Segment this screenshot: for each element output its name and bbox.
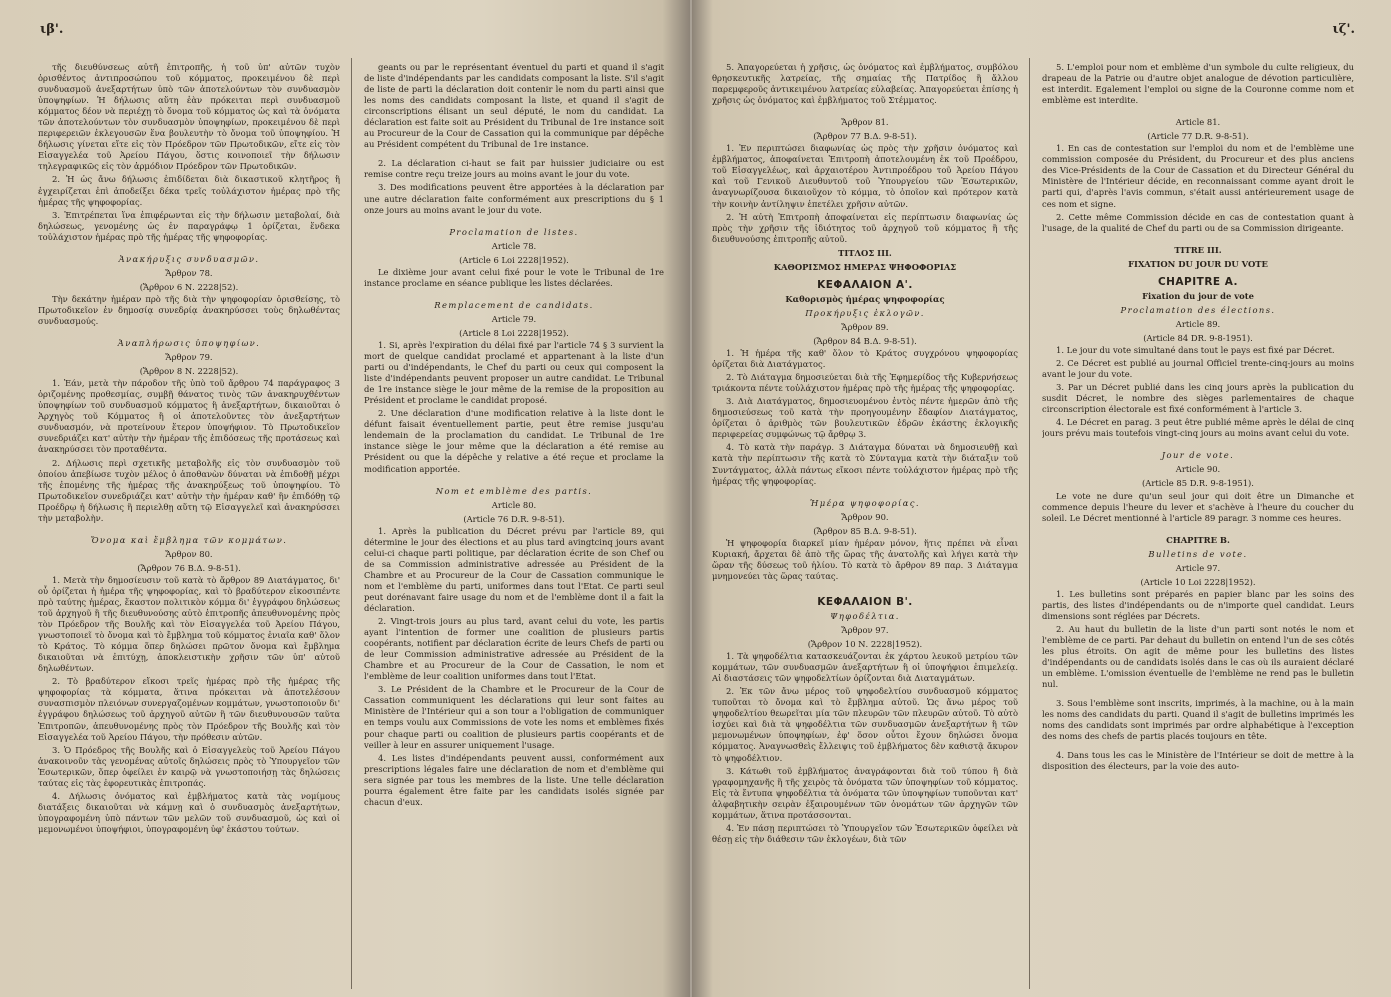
spacer <box>712 584 1018 590</box>
article-heading: Article 81. <box>1175 117 1221 128</box>
paragraph: Le dixième jour avant celui fixé pour le vote le Tribunal de 1re instance proclame en séance publique les listes déclarées. <box>364 266 664 288</box>
paragraph: 4. Τὸ κατὰ τὴν παράγρ. 3 Διάταγμα δύναται νὰ δημοσιευθῇ καὶ κατὰ τὴν περίπτωσιν τῆς κατὰ τὸ Σύνταγμα κατὰ τὴν διάταξιν τοῦ Συντάγματος, ἀλλὰ πάντως εἴκοσι πέντε τοὐλάχιστον ἡμέρας πρὸ τῆς ἡμέρας τῆς ψηφοφορίας. <box>712 442 1018 486</box>
section-heading: FIXATION DU JOUR DU VOTE <box>1128 258 1268 269</box>
subsection-title: Jour de vote. <box>1161 450 1235 461</box>
paragraph: 1. Les bulletins sont préparés en papier blanc par les soins des partis, des listes d'indépendants ou de n'importe quel candidat. Leurs dimensions sont réglées par Décrets. <box>1042 588 1354 621</box>
paragraph: 2. Une déclaration d'une modification relative à la liste dont le défunt faisait éventuellement partie, peut être remise jusqu'au lendemain de la proclamation du candidat. Le Tribunal de 1re instance siège le jour même que la déclaration a été remise au Président ou que la dépêche y relative a été reçue et proclame la modification apportée. <box>364 408 664 474</box>
subsection-title: Ὄνομα καὶ ἔμβλημα τῶν κομμάτων. <box>90 534 288 545</box>
article-heading: Ἄρθρον 89. <box>841 321 889 332</box>
article-heading: Article 89. <box>1175 318 1221 329</box>
paragraph: 2. Ἡ αὐτὴ Ἐπιτροπὴ ἀποφαίνεται εἰς περίπτωσιν διαφωνίας ὡς πρὸς τὴν χρῆσιν τῆς ἰδιότητος τοῦ ἀρχηγοῦ τοῦ κόμματος ἢ τῆς διευθυνούσης ἐπιτροπῆς αὐτοῦ. <box>712 211 1018 244</box>
article-heading: Article 79. <box>491 313 537 324</box>
article-heading: (Article 85 D.R. 9-8-1951). <box>1142 478 1254 489</box>
article-heading: Article 80. <box>491 499 537 510</box>
page-number-left: ιβ'. <box>40 22 64 37</box>
subsection-title: Ἀνακήρυξις συνδυασμῶν. <box>118 253 260 264</box>
section-heading: ΚΑΘΟΡΙΣΜΟΣ ΗΜΕΡΑΣ ΨΗΦΟΦΟΡΙΑΣ <box>773 261 957 272</box>
paragraph: 4. Le Décret en parag. 3 peut être publié même après le délai de cinq jours prévu mais toutefois vingt-cinq jours au moins avant celui du vote. <box>1042 417 1354 439</box>
column-divider <box>351 58 352 989</box>
spacer <box>1042 441 1354 447</box>
section-heading: Fixation du jour de vote <box>1142 290 1254 301</box>
paragraph: 3. Κάτωθι τοῦ ἐμβλήματος ἀναγράφονται διὰ τοῦ τύπου ἢ διὰ γραφομηχανῆς ἢ τῆς χειρὸς τὰ ὀνόματα τῶν ὑποψηφίων τοῦ κόμματος. Εἰς τὰ ἔντυπα ψηφοδέλτια τὰ ὀνόματα τῶν ὑποψηφίων τυποῦνται κατ' ἀλφαβητικὴν σειρὰν ἐξαιρουμένων τῶν ὀνομάτων τῶν ἀρχηγῶν τῶν κομμάτων, ἅτινα προτάσσονται. <box>712 765 1018 820</box>
french-column-right <box>1042 62 1354 991</box>
spacer <box>364 218 664 224</box>
subsection-title: Remplacement de candidats. <box>434 299 594 310</box>
article-heading: (Article 76 D.R. 9-8-51). <box>463 513 565 524</box>
page-number-right: ιζ'. <box>1332 22 1355 37</box>
paragraph: 2. Au haut du bulletin de la liste d'un parti sont notés le nom et l'emblème de ce parti. Par dehaut du bulletin on entend l'un de ses côtés les plus étroits. On agit de même pour les bulletins des listes d'indépendants ou de candidats isolés dans le cas où ils auraient déclaré un emblème. L'omission éventuelle de l'emblème ne rend pas le bulletin nul. <box>1042 623 1354 690</box>
article-heading: Ἄρθρον 97. <box>841 625 889 636</box>
article-heading: Ἄρθρον 79. <box>165 352 213 363</box>
article-heading: Ἄρθρον 90. <box>841 511 889 522</box>
paragraph: Le vote ne dure qu'un seul jour qui doit être un Dimanche et commence depuis l'heure du lever et s'achève à l'heure du coucher du soleil. Le Décret mentionné à l'article 89 paragr. 3 nomme ces heures. <box>1042 490 1354 523</box>
section-heading: CHAPITRE B. <box>1166 534 1230 545</box>
paragraph: 2. Ce Décret est publié au journal Officiel trente-cinq-jours au moins avant le jour du vote. <box>1042 358 1354 380</box>
paragraph: Τὴν δεκάτην ἡμέραν πρὸ τῆς διὰ τὴν ψηφοφορίαν ὁρισθείσης, τὸ Πρωτοδικεῖον ἐν δημοσίᾳ συνεδρίᾳ ἀνακηρύσσει τοὺς δηλωθέντας συνδυασμούς. <box>38 293 340 326</box>
paragraph: 3. Ὁ Πρόεδρος τῆς Βουλῆς καὶ ὁ Εἰσαγγελεὺς τοῦ Ἀρείου Πάγου ἀνακοινοῦν τὰς γενομένας αὐτοῖς δηλώσεις πρὸς τὸ Ὑπουργεῖον τῶν Ἐσωτερικῶν, ὅπερ ὀφείλει ἐν καιρῷ νὰ γνωστοποιήσῃ τὰς δηλώσεις ταύτας εἰς τὰς ἐφορευτικὰς ἐπιτροπάς. <box>38 744 340 788</box>
paragraph: 3. Ἐπιτρέπεται ἵνα ἐπιφέρωνται εἰς τὴν δήλωσιν μεταβολαί, διὰ δηλώσεως, γενομένης ὡς ἐν παραγράφῳ 1 ὁρίζεται, ἕνδεκα τοὐλάχιστον ἡμέρας πρὸ τῆς ἡμέρας τῆς ψηφοφορίας. <box>38 209 340 242</box>
paragraph: 5. Ἀπαγορεύεται ἡ χρῆσις, ὡς ὀνόματος καὶ ἐμβλήματος, συμβόλου θρησκευτικῆς λατρείας, τῆς σημαίας τῆς Πατρίδος ἢ ἄλλου παρεμφεροῦς ἀντικειμένου λατρείας εὐλαβείας. Ἀπαγορεύεται ἐπίσης ἡ χρῆσις ὡς ὀνόματος καὶ ἐμβλήματος τοῦ Στέμματος. <box>712 62 1018 106</box>
paragraph: 3. Le Président de la Chambre et le Procureur de la Cour de Cassation communiquent les déclarations qui leur sont faites au Ministère de l'Intérieur qui a son tour a l'obligation de communiquer en temps voulu aux Commissions de vote les noms et emblèmes fixés pour chaque parti ou coalition de plusieurs partis coopérants et de veiller à leur en assurer uniquement l'usage. <box>364 684 664 750</box>
subsection-title: Ἡμέρα ψηφοφορίας. <box>810 497 920 508</box>
paragraph: τῆς διευθύνσεως αὐτῆ ἐπιτροπῆς, ἡ τοῦ ὑπ' αὐτῶν τυχὸν ὁρισθέντος ἀντιπροσώπου τοῦ κόμματος, προκειμένου δὲ περὶ συνδυασμοῦ ἀνεξαρτήτων ὑπὸ τῶν ἀποτελούντων τὸν συνδυασμὸν ὑποψηφίων. Ἡ δήλωσις αὕτη ἐὰν πρόκειται περὶ συνδυασμοῦ κόμματος δέον νὰ περιέχῃ τὸ ὄνομα τοῦ κόμματος ὡς καὶ τὰ ὀνόματα τῶν ἀποτελούντων τὸν συνδυασμὸν ὑποψηφίων, προκειμένου δὲ περὶ περιφερειῶν ἐκλεγουσῶν ἕνα βουλευτὴν τὸ ὄνομα τοῦ ὑποψηφίου. Ἡ δήλωσις γίνεται εἴτε εἰς τὸν Πρόεδρον τῶν Πρωτοδικῶν, εἴτε εἰς τὸν Εἰσαγγελέα τοῦ Ἀρείου Πάγου, ὅστις κοινοποιεῖ τὴν δήλωσιν τηλεγραφικῶς εἰς τὸν ἁρμόδιον Πρόεδρον τῶν Πρωτοδικῶν. <box>38 62 340 172</box>
spacer <box>712 489 1018 495</box>
paragraph: 1. Si, après l'expiration du délai fixé par l'article 74 § 3 survient la mort de quelque candidat proclamé et appartenant à la liste d'un parti ou d'indépendants, le Chef du parti ou ceux qui composent la liste d'indépendants peuvent proposer un autre candidat. Le Tribunal de 1re instance siège le jour même de la remise de la proposition au Président et proclame le candidat proposé. <box>364 339 664 406</box>
article-heading: Article 78. <box>491 240 537 251</box>
spacer <box>38 245 340 251</box>
article-heading: (Article 77 D.R. 9-8-51). <box>1147 131 1249 142</box>
spacer <box>38 526 340 532</box>
spacer <box>38 329 340 335</box>
paragraph: 3. Par un Décret publié dans les cinq jours après la publication du susdit Décret, le nombre des sièges parlementaires de chaque circonscription électorale est fixé conformément à l'article 3. <box>1042 382 1354 415</box>
right-page <box>692 0 1391 997</box>
article-heading: (Ἄρθρον 77 Β.Δ. 9-8-51). <box>813 131 917 142</box>
paragraph: 4. Dans tous les cas le Ministère de l'Intérieur se doit de mettre à la disposition des électeurs, par la voie des auto- <box>1042 750 1354 772</box>
article-heading: (Article 8 Loi 2228|1952). <box>459 327 569 338</box>
subsection-title: Ψηφοδέλτια. <box>830 610 900 621</box>
spacer <box>1042 108 1354 114</box>
subsection-title: Bulletins de vote. <box>1148 548 1248 559</box>
section-heading: ΤΙΤΛΟΣ III. <box>838 247 892 258</box>
greek-column-left <box>38 62 340 991</box>
paragraph: 2. Ἡ ὡς ἄνω δήλωσις ἐπιδίδεται διὰ δικαστικοῦ κλητῆρος ἢ ἐγχειρίζεται ἐπὶ ἀποδείξει δέκα τρεῖς τοὐλάχιστον ἡμέρας πρὸ τῆς ἡμέρας τῆς ψηφοφορίας. <box>38 174 340 207</box>
paragraph: 5. L'emploi pour nom et emblème d'un symbole du culte religieux, du drapeau de la Patrie ou d'autre objet analogue de dévotion particulière, est interdit. Egalement l'emploi ou signe de la Couronne comme nom et emblème est interdite. <box>1042 62 1354 106</box>
paragraph: 2. Ἐκ τῶν ἄνω μέρος τοῦ ψηφοδελτίου συνδυασμοῦ κόμματος τυποῦται τὸ ὄνομα καὶ τὸ ἔμβλημα αὐτοῦ. Ὡς ἄνω μέρος τοῦ ψηφοδελτίου θεωρεῖται μία τῶν πλευρῶν τῶν πλευρῶν αὐτοῦ. Τὸ αὐτὸ ἰσχύει καὶ διὰ τὰ ψηφοδέλτια τῶν συνδυασμῶν ἀνεξαρτήτων ἢ τῶν μεμονωμένων ὑποψηφίων, ἐφ' ὅσον οὗτοι ἔχουν δηλώσει ὄνομα κόμματος. Ἀναγνωσθεὶς ἔλλειψις τοῦ ἐμβλήματος δὲν καθιστᾷ ἄκυρον τὸ ψηφοδέλτιον. <box>712 686 1018 763</box>
paragraph: 3. Sous l'emblème sont inscrits, imprimés, à la machine, ou à la main les noms des candidats du parti. Quand il s'agit de bulletins imprimés les noms des candidats sont imprimés par ordre alphabétique à l'exception des noms des chefs de partis placés toujours en tête. <box>1042 698 1354 742</box>
paragraph: 2. Τὸ Διάταγμα δημοσιεύεται διὰ τῆς Ἐφημερίδος τῆς Κυβερνήσεως τριάκοντα πέντε τοὐλάχιστον ἡμέρας πρὸ τῆς ἡμέρας τῆς ψηφοφορίας. <box>712 372 1018 394</box>
paragraph: 2. Τὸ βραδύτερον εἴκοσι τρεῖς ἡμέρας πρὸ τῆς ἡμέρας τῆς ψηφοφορίας τὰ κόμματα, ἅτινα πρόκειται νὰ ἀποτελέσουν συνασπισμὸν πλειόνων συνεργαζομένων κομμάτων, γνωστοποιοῦν δι' ἐγγράφου δηλώσεως τοῦ ἀρχηγοῦ αὐτῶν ἢ τῶν διευθυνουσῶν ταῦτα Ἐπιτροπῶν, ἀπευθυνομένης πρὸς τὸν Πρόεδρον τῆς Βουλῆς καὶ τὸν Εἰσαγγελέα τοῦ Ἀρείου Πάγου, τὴν πρόθεσιν αὐτῶν. <box>38 676 340 742</box>
spacer <box>364 477 664 483</box>
paragraph: 1. Τὰ ψηφοδέλτια κατασκευάζονται ἐκ χάρτου λευκοῦ μετρίου τῶν κομμάτων, τῶν συνδυασμῶν ἀνεξαρτήτων ἢ οἱ ὑποψήφιοι ἐπιμελείᾳ. Αἱ διαστάσεις τῶν ψηφοδελτίων ὁρίζονται διὰ Διαταγμάτων. <box>712 651 1018 684</box>
subsection-title: Proclamation des élections. <box>1120 304 1276 315</box>
paragraph: 1. Μετὰ τὴν δημοσίευσιν τοῦ κατὰ τὸ ἄρθρον 89 Διατάγματος, δι' οὗ ὁρίζεται ἡ ἡμέρα τῆς ψηφοφορίας, καὶ τὸ βραδύτερον εἰκοσιπέντε πρὸ ταύτης ἡμέρας, ἕκαστον πολιτικὸν κόμμα δι' ἐγγράφου δηλώσεως τοῦ ἀρχηγοῦ ἢ τῆς διευθυνούσης αὐτὸ ἐπιτροπῆς ἀπευθυνομένης πρὸς τὸν Πρόεδρον τῆς Βουλῆς καὶ τὸν Εἰσαγγελέα τοῦ Ἀρείου Πάγου, γνωστοποιεῖ τὸ ὄνομα καὶ τὸ ἔμβλημα τοῦ κόμματος ἑνιαῖα καθ' ὅλον τὸ Κράτος. Τὸ κόμμα ὅπερ δηλώσει πρῶτον ὄνομα καὶ ἔμβλημα δικαιοῦται νὰ ἐπιτύχῃ, ἀποκλειστικὴν χρῆσιν τῶν ὑπ' αὐτοῦ δηλωθέντων. <box>38 574 340 674</box>
paragraph: 1. Après la publication du Décret prévu par l'article 89, qui détermine le jour des élections et au plus tard avingtcinq jours avant celui-ci chaque parti politique, par déclaration écrite de son Chef ou de sa Commission administrative adressée au Président de la Chambre et au Procureur de la Cour de Cassation communique le nom et l'emblème du parti, uniformes dans tout l'Etat. Ce parti seul peut dorénavant faire usage du nom et de l'emblème dont il a fait la déclaration. <box>364 525 664 614</box>
article-heading: (Ἄρθρον 8 Ν. 2228|52). <box>139 366 239 377</box>
section-heading: CHAPITRE A. <box>1157 275 1239 288</box>
subsection-title: Nom et emblème des partis. <box>435 485 593 496</box>
paragraph: 1. Le jour du vote simultané dans tout le pays est fixé par Décret. <box>1056 344 1335 355</box>
article-heading: Article 97. <box>1175 562 1221 573</box>
section-heading: Καθορισμὸς ἡμέρας ψηφοφορίας <box>785 293 945 304</box>
article-heading: (Article 84 DR. 9-8-1951). <box>1143 332 1253 343</box>
paragraph: 1. Ἐάν, μετὰ τὴν πάροδον τῆς ὑπὸ τοῦ ἄρθρου 74 παράγραφος 3 ὁριζομένης προθεσμίας, συμβῇ θάνατος τινὸς τῶν ἀνακηρυχθέντων ὑποψηφίων τοῦ συνδυασμοῦ κόμματος ἢ ἀνεξαρτήτων, δικαιοῦται ὁ Ἀρχηγὸς τοῦ Κόμματος ἢ οἱ ἀποτελοῦντες τὸν ἀνεξαρτήτων συνδυασμόν, νὰ προτείνουν ἕτερον ὑποψήφιον. Τὸ Πρωτοδικεῖον συνεδριάζει κατ' αὐτὴν τὴν ἡμέραν τῆς ἐπιδόσεως τῆς προτάσεως καὶ ἀνακηρύσσει τὸν προταθέντα. <box>38 378 340 455</box>
article-heading: Ἄρθρον 80. <box>165 548 213 559</box>
paragraph: 2. La déclaration ci-haut se fait par huissier judiciaire ou est remise contre reçu treize jours au moins avant le jour du vote. <box>364 158 664 180</box>
paragraph: 4. Ἐν πάσῃ περιπτώσει τὸ Ὑπουργεῖον τῶν Ἐσωτερικῶν ὀφείλει νὰ θέσῃ εἰς τὴν διάθεσιν τῶν ἐκλογέων, διὰ τῶν <box>712 822 1018 844</box>
section-heading: TITRE III. <box>1174 244 1222 255</box>
article-heading: Ἄρθρον 81. <box>841 117 889 128</box>
paragraph: 3. Des modifications peuvent être apportées à la déclaration par une autre déclaration faite conformément aux prescriptions du § 1 onze jours au moins avant le jour du vote. <box>364 182 664 215</box>
spacer <box>1042 236 1354 242</box>
paragraph: 1. En cas de contestation sur l'emploi du nom et de l'emblème une commission composée du Président, du Procureur et des plus anciens des Vice-Présidents de la Cour de Cassation et du Directeur Général du Ministère de l'Intérieur décide, en reconnaissant comme ayant droit le parti qui, d'après l'avis commun, s'était aussi antérieurement usage de ces nom et signe. <box>1042 143 1354 209</box>
greek-column-right <box>712 62 1018 991</box>
paragraph: 4. Les listes d'indépendants peuvent aussi, conformément aux prescriptions légales faire une déclaration de nom et d'emblème qui sera signée par tous les membres de la liste. Une telle déclaration pourra également être faite par les candidats isolés signée par chacun d'eux. <box>364 752 664 807</box>
subsection-title: Ἀναπλήρωσις ὑποψηφίων. <box>117 338 261 349</box>
article-heading: Ἄρθρον 78. <box>165 267 213 278</box>
article-heading: Article 90. <box>1175 464 1221 475</box>
spacer <box>1042 526 1354 532</box>
paragraph: 2. Cette même Commission décide en cas de contestation quant à l'usage, de la qualité de Chef du parti ou de sa Commission dirigeante. <box>1042 211 1354 233</box>
paragraph: 4. Δήλωσις ὀνόματος καὶ ἐμβλήματος κατὰ τὰς νομίμους διατάξεις δικαιοῦται νὰ κάμνῃ καὶ ὁ συνδυασμὸς ἀνεξαρτήτων, ὑπογραφομένη ὑπὸ πάντων τῶν μελῶν τοῦ συνδυασμοῦ, ὡς καὶ οἱ μεμονωμένοι ὑποψήφιοι, ὑπογραφομένη ὑφ' ἑκάστου τούτων. <box>38 790 340 834</box>
spacer <box>712 108 1018 114</box>
subsection-title: Proclamation de listes. <box>449 226 579 237</box>
article-heading: (Ἄρθρον 76 Β.Δ. 9-8-51). <box>137 562 241 573</box>
left-page <box>0 0 690 997</box>
article-heading: (Ἄρθρον 84 Β.Δ. 9-8-51). <box>813 335 917 346</box>
paragraph: Ἡ ψηφοφορία διαρκεῖ μίαν ἡμέραν μόνον, ἥτις πρέπει νὰ εἶναι Κυριακή, ἄρχεται δὲ ἀπὸ τῆς ὥρας τῆς ἀνατολῆς καὶ λήγει κατὰ τὴν ὥραν τῆς δύσεως τοῦ ἡλίου. Τὸ κατὰ τὸ ἄρθρον 89 παρ. 3 Διάταγμα μνημονεύει τὰς ὥρας ταύτας. <box>712 537 1018 581</box>
article-heading: (Article 6 Loi 2228|1952). <box>459 254 569 265</box>
paragraph: geants ou par le représentant éventuel du parti et quand il s'agit de liste d'indépendants par les candidats composant la liste. S'il s'agit de liste de parti la déclaration doit contenir le nom du parti ainsi que les noms des candidats composant la liste, et quand il s'agit de circonscriptions élisant un seul député, le nom du candidat. La déclaration est faite soit au Président du Tribunal de 1re instance soit au Procureur de la Cour de Cassation qui la communique par dépêche au Président compétent du Tribunal de 1re instance. <box>364 62 664 150</box>
section-heading: ΚΕΦΑΛΑΙΟΝ Β'. <box>817 595 913 608</box>
spacer <box>364 291 664 297</box>
article-heading: (Ἄρθρον 6 Ν. 2228|52). <box>139 281 239 292</box>
section-heading: ΚΕΦΑΛΑΙΟΝ Α'. <box>817 278 913 291</box>
article-heading: (Ἄρθρον 85 Β.Δ. 9-8-51). <box>813 525 917 536</box>
paragraph: 1. Ἡ ἡμέρα τῆς καθ' ὅλον τὸ Κράτος συγχρόνου ψηφοφορίας ὁρίζεται διὰ Διατάγματος. <box>712 348 1018 370</box>
french-column-left <box>364 62 664 991</box>
paragraph: 3. Διὰ Διατάγματος, δημοσιευομένου ἐντὸς πέντε ἡμερῶν ἀπὸ τῆς δημοσιεύσεως τοῦ κατὰ τὴν προηγουμένην ἔδαφίον Διατάγματος, ὁρίζεται ὁ ἀριθμὸς τῶν βουλευτικῶν ἐδρῶν ἑκάστης ἐκλογικῆς περιφερείας συμφώνως τῷ ἄρθρῳ 3. <box>712 396 1018 440</box>
article-heading: (Ἄρθρον 10 Ν. 2228|1952). <box>807 639 923 650</box>
paragraph: 1. Ἐν περιπτώσει διαφωνίας ὡς πρὸς τὴν χρῆσιν ὀνόματος καὶ ἐμβλήματος, ἀποφαίνεται Ἐπιτροπὴ ἀποτελουμένη ἐκ τοῦ Προέδρου, τοῦ Εἰσαγγελέως, καὶ ἀρχαιοτέρου Ἀντιπροέδρου τοῦ Ἀρείου Πάγου καὶ τοῦ Γενικοῦ Διευθυντοῦ τοῦ Ὑπουργείου τῶν Ἐσωτερικῶν, ἀναγνωρίζουσα δικαιοῦχον τὸ κόμμα, τὸ ὁποῖον καὶ πρότερον κατὰ τὴν κοινὴν ἀντίληψιν ἐπετέλει χρῆσιν αὐτῶν. <box>712 143 1018 209</box>
column-divider <box>1029 58 1030 989</box>
paragraph: 2. Vingt-trois jours au plus tard, avant celui du vote, les partis ayant l'intention de former une coalition de plusieurs partis coopérants, notifient par déclaration écrite de leurs Chefs de parti ou de leur Commission administrative adressée au Président de la Chambre et au Procureur de la Cour de Cassation, le nom et l'emblème de leur coalition uniformes dans tout l'Etat. <box>364 616 664 682</box>
article-heading: (Article 10 Loi 2228|1952). <box>1140 576 1256 587</box>
paragraph: 2. Δήλωσις περὶ σχετικῆς μεταβολῆς εἰς τὸν συνδυασμὸν τοῦ ὁποίου ἀπεβίωσε τυχὸν μέλος ὁ ἀποθανὼν δύναται νὰ ἐπιδοθῇ μέχρι τῆς ἐπομένης τῆς ἡμέρας τῆς ἀνακηρύξεως τοῦ ὑποψηφίου. Τὸ Πρωτοδικεῖον συνεδριάζει κατ' αὐτὴν τὴν ἡμέραν καθ' ἣν ἐπιδόθῃ τῷ Προέδρῳ ἡ δήλωσις ἢ περιελθῃ αὕτη τῷ Εἰσαγγελεῖ καὶ ἀνακηρύσσει τὴν μεταβολὴν. <box>38 457 340 523</box>
subsection-title: Προκήρυξις ἐκλογῶν. <box>805 307 925 318</box>
